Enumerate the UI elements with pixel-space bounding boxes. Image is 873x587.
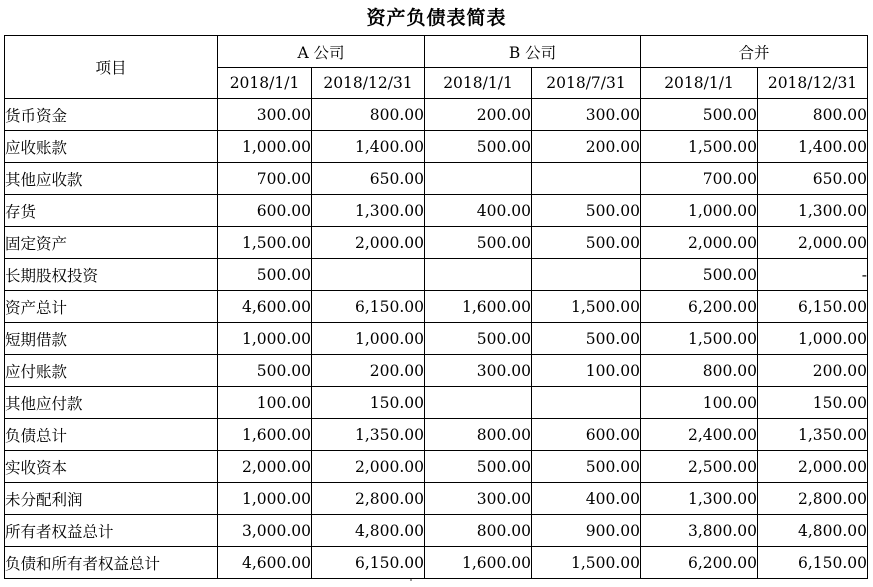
value-cell: -: [758, 259, 868, 291]
value-cell: 2,500.00: [641, 451, 758, 483]
value-cell: 1,300.00: [641, 483, 758, 515]
date-header: 2018/12/31: [312, 68, 425, 99]
value-cell: 1,500.00: [532, 291, 641, 323]
value-cell: 4,600.00: [218, 291, 312, 323]
value-cell: 6,200.00: [641, 547, 758, 579]
value-cell: 1,500.00: [641, 323, 758, 355]
item-column-header: 项目: [5, 36, 218, 99]
value-cell: 300.00: [425, 355, 532, 387]
header-row-groups: [5, 36, 868, 68]
value-cell: 1,600.00: [218, 419, 312, 451]
value-cell: 1,600.00: [425, 547, 532, 579]
value-cell: 200.00: [532, 131, 641, 163]
value-cell: 1,000.00: [641, 195, 758, 227]
value-cell: 3,800.00: [641, 515, 758, 547]
value-cell: 300.00: [532, 99, 641, 131]
table-body: [5, 99, 868, 579]
value-cell: 1,300.00: [758, 195, 868, 227]
value-cell: 500.00: [641, 259, 758, 291]
value-cell: 1,500.00: [218, 227, 312, 259]
value-cell: [532, 259, 641, 291]
value-cell: 650.00: [312, 163, 425, 195]
value-cell: 2,000.00: [312, 227, 425, 259]
value-cell: 6,150.00: [758, 547, 868, 579]
value-cell: 500.00: [532, 323, 641, 355]
value-cell: 500.00: [532, 195, 641, 227]
value-cell: 500.00: [425, 323, 532, 355]
stray-mark: [410, 579, 412, 581]
value-cell: 1,300.00: [312, 195, 425, 227]
value-cell: 6,150.00: [312, 547, 425, 579]
value-cell: 200.00: [312, 355, 425, 387]
table-row: [5, 323, 868, 355]
value-cell: 4,800.00: [758, 515, 868, 547]
page-title: 资产负债表简表: [366, 7, 507, 29]
table-row: [5, 355, 868, 387]
value-cell: 1,600.00: [425, 291, 532, 323]
date-header: 2018/7/31: [532, 68, 641, 99]
value-cell: 300.00: [218, 99, 312, 131]
value-cell: 1,000.00: [218, 323, 312, 355]
table-row: [5, 163, 868, 195]
value-cell: 2,400.00: [641, 419, 758, 451]
value-cell: 1,400.00: [312, 131, 425, 163]
date-header: 2018/1/1: [425, 68, 532, 99]
table-header: [5, 36, 868, 99]
table-row: [5, 547, 868, 579]
value-cell: 1,000.00: [312, 323, 425, 355]
table-row: [5, 227, 868, 259]
value-cell: [425, 163, 532, 195]
row-label: 长期股权投资: [5, 259, 218, 291]
value-cell: 2,000.00: [312, 451, 425, 483]
value-cell: 1,000.00: [218, 131, 312, 163]
value-cell: 2,800.00: [758, 483, 868, 515]
value-cell: 1,400.00: [758, 131, 868, 163]
value-cell: 400.00: [425, 195, 532, 227]
value-cell: 800.00: [425, 515, 532, 547]
value-cell: 2,000.00: [218, 451, 312, 483]
balance-sheet-table: [4, 35, 868, 579]
value-cell: 500.00: [425, 451, 532, 483]
value-cell: 600.00: [532, 419, 641, 451]
row-label: 实收资本: [5, 451, 218, 483]
value-cell: 2,800.00: [312, 483, 425, 515]
value-cell: 100.00: [532, 355, 641, 387]
value-cell: 500.00: [425, 131, 532, 163]
value-cell: 4,800.00: [312, 515, 425, 547]
value-cell: 150.00: [758, 387, 868, 419]
value-cell: 2,000.00: [758, 227, 868, 259]
company-a-header: A 公司: [218, 36, 425, 68]
value-cell: 2,000.00: [758, 451, 868, 483]
value-cell: 6,150.00: [758, 291, 868, 323]
value-cell: 600.00: [218, 195, 312, 227]
value-cell: 500.00: [532, 451, 641, 483]
value-cell: 2,000.00: [641, 227, 758, 259]
table-row: [5, 419, 868, 451]
consolidated-header: 合并: [641, 36, 868, 68]
value-cell: 1,000.00: [218, 483, 312, 515]
row-label: 应收账款: [5, 131, 218, 163]
value-cell: [425, 259, 532, 291]
value-cell: 800.00: [312, 99, 425, 131]
value-cell: 4,600.00: [218, 547, 312, 579]
value-cell: 500.00: [218, 259, 312, 291]
value-cell: 800.00: [425, 419, 532, 451]
value-cell: 500.00: [425, 227, 532, 259]
value-cell: 700.00: [218, 163, 312, 195]
value-cell: 100.00: [218, 387, 312, 419]
value-cell: 200.00: [425, 99, 532, 131]
value-cell: 800.00: [758, 99, 868, 131]
value-cell: 900.00: [532, 515, 641, 547]
value-cell: 3,000.00: [218, 515, 312, 547]
table-row: [5, 387, 868, 419]
company-b-header: B 公司: [425, 36, 641, 68]
table-row: [5, 99, 868, 131]
row-label: 固定资产: [5, 227, 218, 259]
table-row: [5, 195, 868, 227]
value-cell: 100.00: [641, 387, 758, 419]
row-label: 资产总计: [5, 291, 218, 323]
date-header: 2018/1/1: [218, 68, 312, 99]
value-cell: 1,350.00: [312, 419, 425, 451]
value-cell: 700.00: [641, 163, 758, 195]
row-label: 负债和所有者权益总计: [5, 547, 218, 579]
value-cell: [532, 387, 641, 419]
row-label: 短期借款: [5, 323, 218, 355]
value-cell: 1,350.00: [758, 419, 868, 451]
value-cell: 6,150.00: [312, 291, 425, 323]
value-cell: 150.00: [312, 387, 425, 419]
table-row: [5, 483, 868, 515]
row-label: 未分配利润: [5, 483, 218, 515]
value-cell: 200.00: [758, 355, 868, 387]
row-label: 其他应付款: [5, 387, 218, 419]
row-label: 负债总计: [5, 419, 218, 451]
table-row: [5, 291, 868, 323]
row-label: 存货: [5, 195, 218, 227]
row-label: 其他应收款: [5, 163, 218, 195]
row-label: 应付账款: [5, 355, 218, 387]
value-cell: 500.00: [641, 99, 758, 131]
value-cell: 500.00: [218, 355, 312, 387]
value-cell: 500.00: [532, 227, 641, 259]
value-cell: 1,500.00: [532, 547, 641, 579]
value-cell: 1,500.00: [641, 131, 758, 163]
value-cell: [312, 259, 425, 291]
table-row: [5, 259, 868, 291]
value-cell: 300.00: [425, 483, 532, 515]
value-cell: 650.00: [758, 163, 868, 195]
date-header: 2018/1/1: [641, 68, 758, 99]
value-cell: [425, 387, 532, 419]
row-label: 货币资金: [5, 99, 218, 131]
value-cell: 400.00: [532, 483, 641, 515]
date-header: 2018/12/31: [758, 68, 868, 99]
table-row: [5, 131, 868, 163]
value-cell: 1,000.00: [758, 323, 868, 355]
value-cell: [532, 163, 641, 195]
value-cell: 6,200.00: [641, 291, 758, 323]
value-cell: 800.00: [641, 355, 758, 387]
table-row: [5, 451, 868, 483]
table-row: [5, 515, 868, 547]
row-label: 所有者权益总计: [5, 515, 218, 547]
